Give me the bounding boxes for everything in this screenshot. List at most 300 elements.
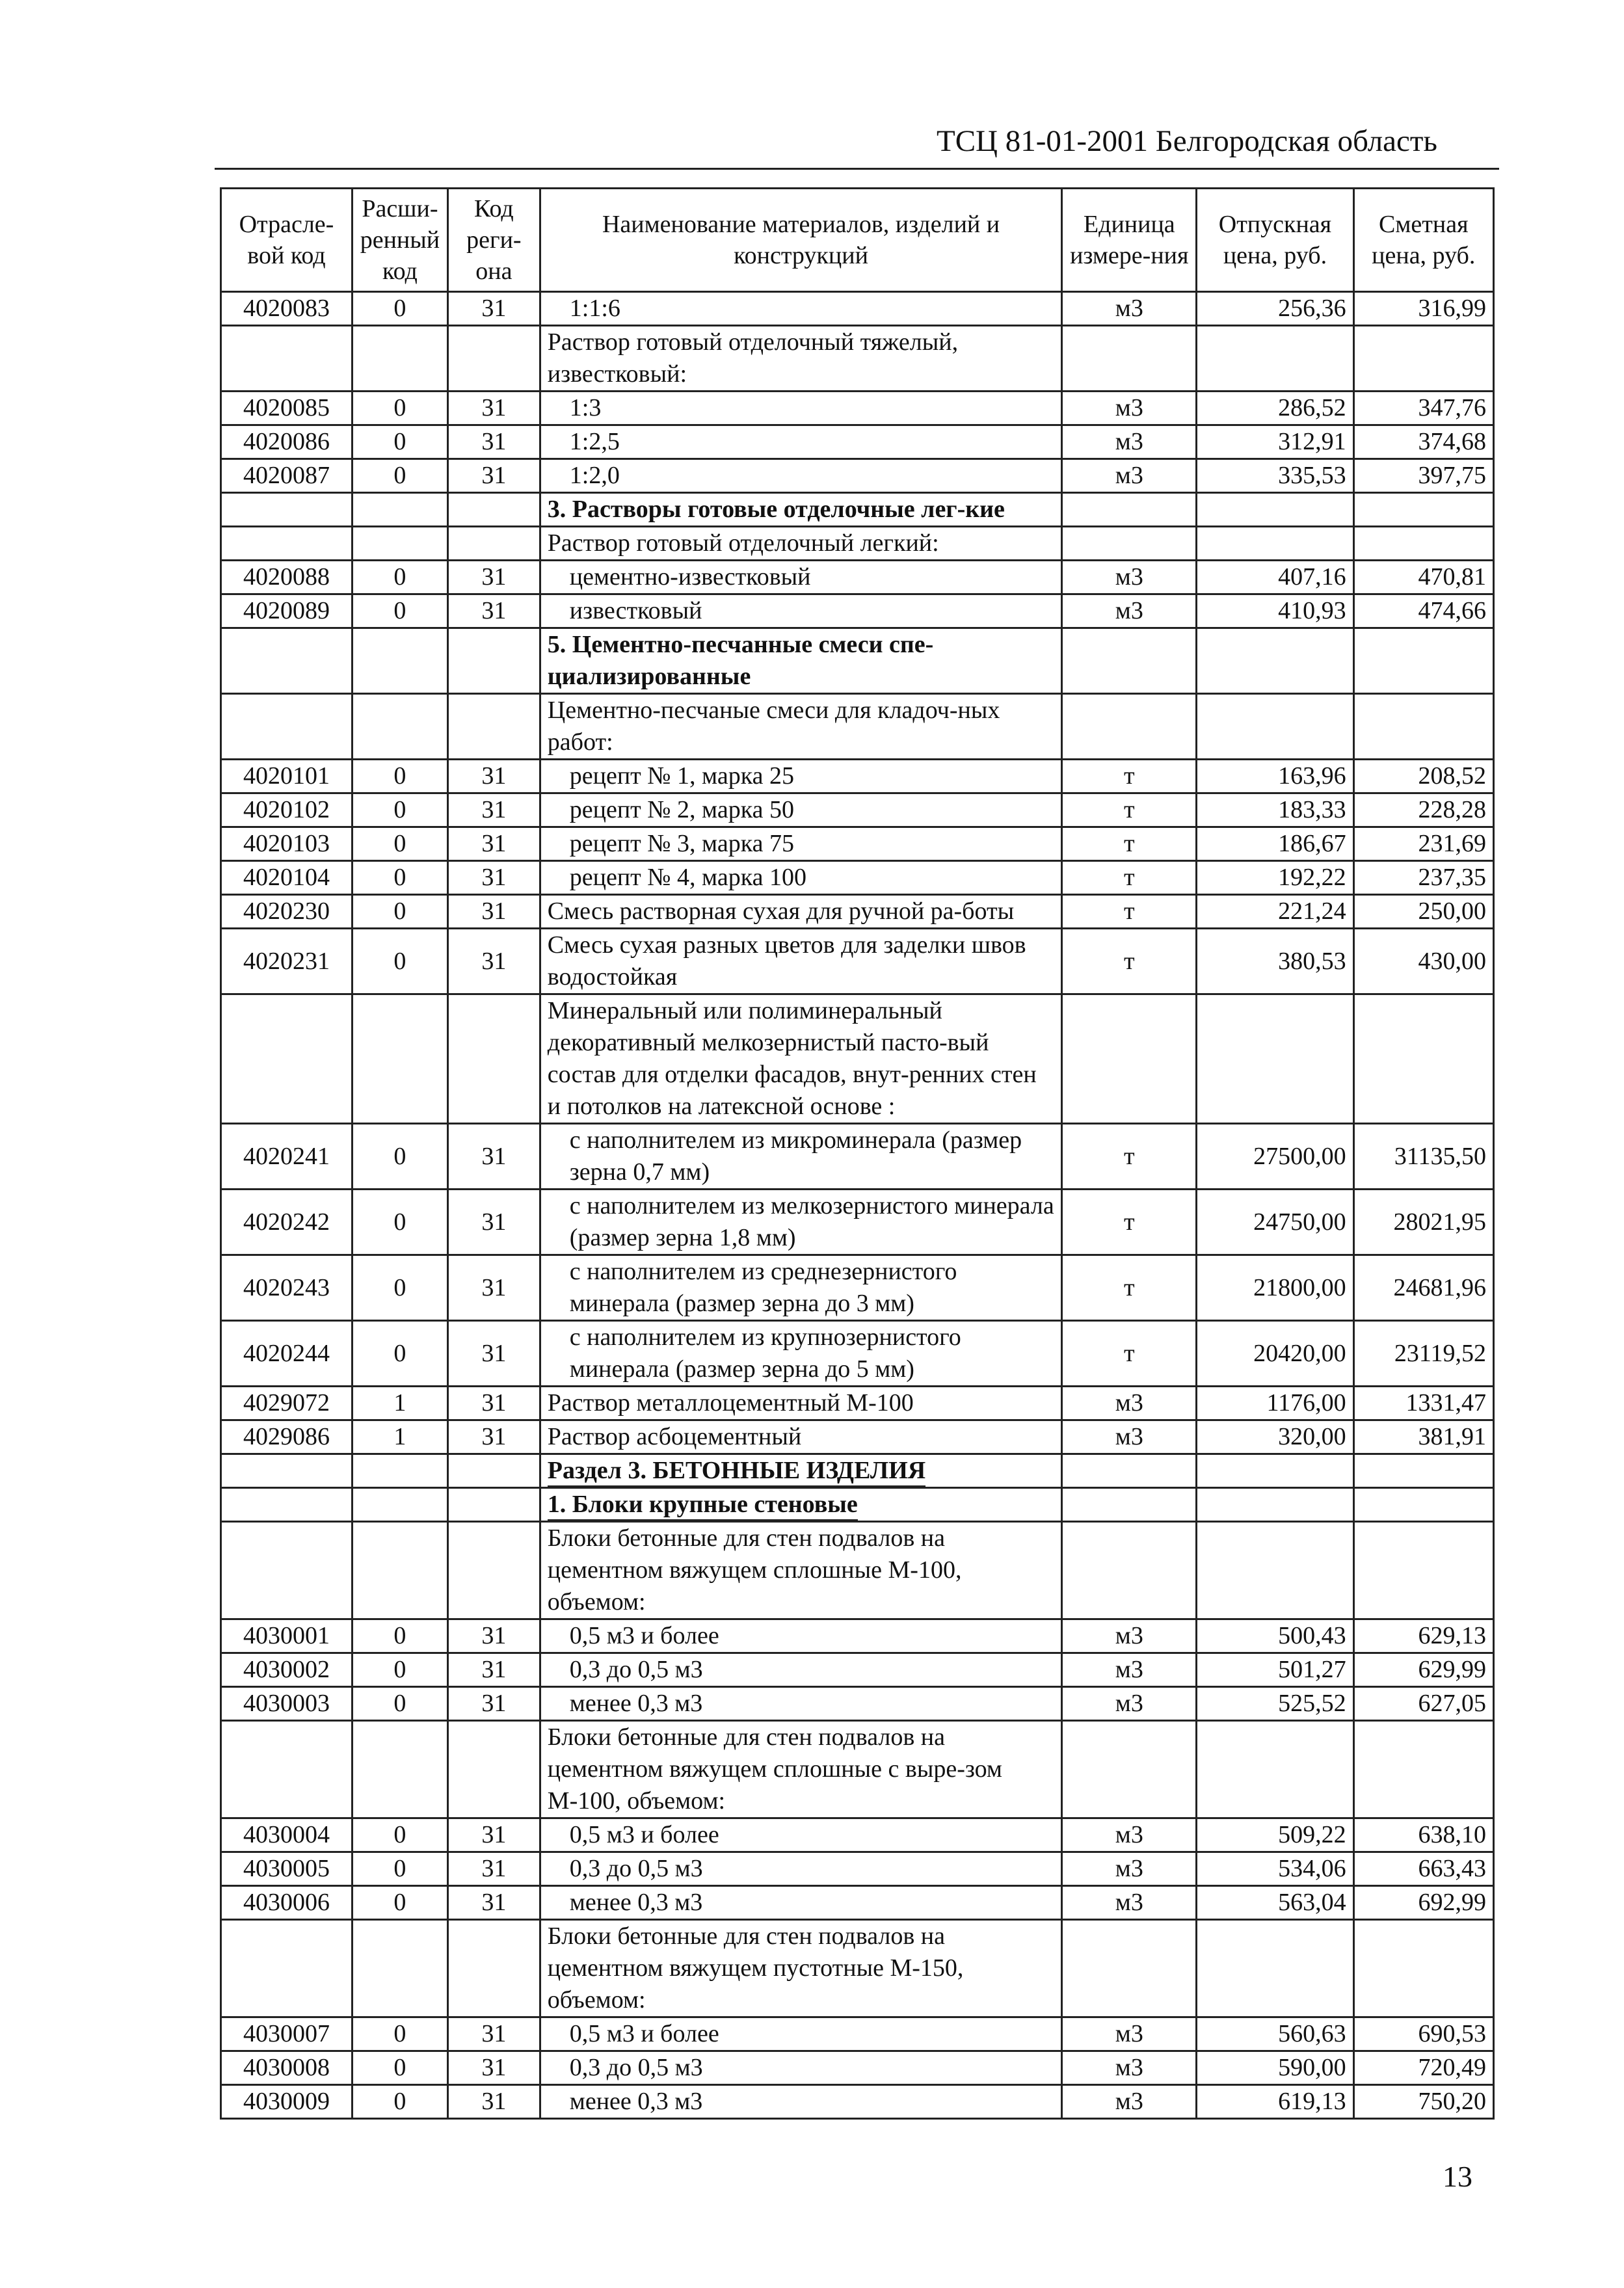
row-region-code: 31 (447, 1420, 540, 1454)
row-region-code: 31 (447, 895, 540, 929)
row-code (221, 493, 353, 527)
row-code (221, 1454, 353, 1488)
row-unit: м3 (1062, 594, 1197, 628)
table-row (221, 1420, 1494, 1454)
row-release-price (1197, 1721, 1353, 1818)
table-row (221, 2085, 1494, 2119)
row-unit: т (1062, 760, 1197, 793)
row-extended-code: 0 (352, 2017, 447, 2051)
row-estimate-price: 250,00 (1353, 895, 1493, 929)
row-estimate-price: 430,00 (1353, 929, 1493, 994)
row-code: 4020243 (221, 1255, 353, 1321)
row-release-price: 534,06 (1197, 1852, 1353, 1886)
row-name: 1:1:6 (540, 292, 1061, 326)
row-release-price: 27500,00 (1197, 1124, 1353, 1190)
row-code: 4020101 (221, 760, 353, 793)
row-name: менее 0,3 м3 (540, 1886, 1061, 1920)
row-code: 4020086 (221, 425, 353, 459)
row-code: 4030006 (221, 1886, 353, 1920)
row-region-code: 31 (447, 929, 540, 994)
row-estimate-price: 231,69 (1353, 827, 1493, 861)
row-extended-code: 0 (352, 561, 447, 594)
row-release-price: 335,53 (1197, 459, 1353, 493)
row-estimate-price (1353, 1522, 1493, 1619)
row-release-price: 163,96 (1197, 760, 1353, 793)
row-region-code: 31 (447, 1852, 540, 1886)
table-row (221, 1522, 1494, 1619)
row-unit: м3 (1062, 2051, 1197, 2085)
row-name: Раствор готовый отделочный тяжелый, известковый: (540, 326, 1061, 392)
column-header-unit: Единица измере-ния (1062, 189, 1197, 292)
row-code: 4030008 (221, 2051, 353, 2085)
row-extended-code: 0 (352, 459, 447, 493)
row-region-code (447, 994, 540, 1124)
table-row (221, 760, 1494, 793)
table-row (221, 459, 1494, 493)
table-row (221, 527, 1494, 561)
row-unit: м3 (1062, 425, 1197, 459)
row-estimate-price: 692,99 (1353, 1886, 1493, 1920)
column-header-region-code: Код реги-она (447, 189, 540, 292)
row-region-code: 31 (447, 827, 540, 861)
row-estimate-price: 470,81 (1353, 561, 1493, 594)
row-name: Минеральный или полиминеральный декоративный мелкозернистый пасто-вый состав для отделки фасадов, внут-ренних стен и потолков на латексной основе : (540, 994, 1061, 1124)
row-extended-code: 0 (352, 760, 447, 793)
table-header-row (221, 189, 1494, 292)
row-unit (1062, 694, 1197, 760)
row-estimate-price: 638,10 (1353, 1818, 1493, 1852)
table-row (221, 929, 1494, 994)
row-code: 4030004 (221, 1818, 353, 1852)
table-row (221, 1454, 1494, 1488)
row-unit: м3 (1062, 292, 1197, 326)
row-unit: м3 (1062, 1653, 1197, 1687)
table-row (221, 1920, 1494, 2017)
row-region-code: 31 (447, 1387, 540, 1420)
row-extended-code: 1 (352, 1420, 447, 1454)
row-code: 4029086 (221, 1420, 353, 1454)
row-unit: т (1062, 861, 1197, 895)
row-unit (1062, 1920, 1197, 2017)
row-region-code: 31 (447, 1255, 540, 1321)
row-release-price: 410,93 (1197, 594, 1353, 628)
row-code: 4020088 (221, 561, 353, 594)
row-name: 0,5 м3 и более (540, 1818, 1061, 1852)
row-region-code: 31 (447, 1653, 540, 1687)
row-extended-code: 0 (352, 1321, 447, 1387)
row-extended-code: 0 (352, 895, 447, 929)
row-unit: м3 (1062, 1687, 1197, 1721)
row-extended-code: 0 (352, 292, 447, 326)
row-region-code (447, 694, 540, 760)
row-region-code: 31 (447, 2051, 540, 2085)
row-unit (1062, 1522, 1197, 1619)
row-release-price (1197, 1488, 1353, 1522)
row-name: Раствор металлоцементный М-100 (540, 1387, 1061, 1420)
row-release-price (1197, 1522, 1353, 1619)
row-code: 4030007 (221, 2017, 353, 2051)
row-unit: м3 (1062, 1387, 1197, 1420)
row-unit: т (1062, 929, 1197, 994)
row-release-price: 186,67 (1197, 827, 1353, 861)
row-release-price: 380,53 (1197, 929, 1353, 994)
table-row (221, 994, 1494, 1124)
table-row (221, 392, 1494, 425)
row-region-code: 31 (447, 425, 540, 459)
row-extended-code: 0 (352, 793, 447, 827)
row-region-code: 31 (447, 1124, 540, 1190)
row-extended-code (352, 1488, 447, 1522)
row-estimate-price: 629,13 (1353, 1619, 1493, 1653)
row-name: 0,3 до 0,5 м3 (540, 1852, 1061, 1886)
row-region-code (447, 628, 540, 694)
row-name: Блоки бетонные для стен подвалов на цементном вяжущем сплошные М-100, объемом: (540, 1522, 1061, 1619)
row-code: 4020102 (221, 793, 353, 827)
row-release-price (1197, 1920, 1353, 2017)
row-estimate-price: 374,68 (1353, 425, 1493, 459)
row-region-code: 31 (447, 1886, 540, 1920)
table-row (221, 827, 1494, 861)
row-extended-code (352, 1721, 447, 1818)
row-release-price: 560,63 (1197, 2017, 1353, 2051)
row-region-code (447, 1488, 540, 1522)
row-name (540, 1454, 1061, 1488)
row-name: менее 0,3 м3 (540, 2085, 1061, 2119)
row-estimate-price: 237,35 (1353, 861, 1493, 895)
row-extended-code: 0 (352, 1886, 447, 1920)
row-extended-code: 0 (352, 929, 447, 994)
row-code: 4020230 (221, 895, 353, 929)
row-region-code (447, 1522, 540, 1619)
row-name: 1:2,5 (540, 425, 1061, 459)
row-region-code: 31 (447, 561, 540, 594)
row-unit: т (1062, 895, 1197, 929)
row-name: с наполнителем из среднезернистого минерала (размер зерна до 3 мм) (540, 1255, 1061, 1321)
row-estimate-price (1353, 527, 1493, 561)
row-region-code (447, 493, 540, 527)
row-estimate-price: 627,05 (1353, 1687, 1493, 1721)
row-release-price (1197, 527, 1353, 561)
row-unit: м3 (1062, 1420, 1197, 1454)
row-estimate-price: 720,49 (1353, 2051, 1493, 2085)
row-unit: м3 (1062, 1818, 1197, 1852)
row-unit: м3 (1062, 392, 1197, 425)
row-estimate-price: 31135,50 (1353, 1124, 1493, 1190)
row-extended-code (352, 628, 447, 694)
table-row (221, 628, 1494, 694)
row-estimate-price (1353, 1721, 1493, 1818)
row-unit (1062, 527, 1197, 561)
table-row (221, 694, 1494, 760)
row-extended-code (352, 994, 447, 1124)
row-unit: м3 (1062, 459, 1197, 493)
row-unit (1062, 1454, 1197, 1488)
row-release-price: 256,36 (1197, 292, 1353, 326)
row-name: рецепт № 1, марка 25 (540, 760, 1061, 793)
row-name: 1:2,0 (540, 459, 1061, 493)
row-release-price: 563,04 (1197, 1886, 1353, 1920)
row-estimate-price: 316,99 (1353, 292, 1493, 326)
row-code: 4030005 (221, 1852, 353, 1886)
table-row (221, 1687, 1494, 1721)
row-unit (1062, 326, 1197, 392)
row-estimate-price: 28021,95 (1353, 1190, 1493, 1255)
row-release-price: 312,91 (1197, 425, 1353, 459)
row-name: с наполнителем из микроминерала (размер зерна 0,7 мм) (540, 1124, 1061, 1190)
row-region-code: 31 (447, 1321, 540, 1387)
row-code: 4030003 (221, 1687, 353, 1721)
table-row (221, 861, 1494, 895)
table-row (221, 1124, 1494, 1190)
row-name: 0,5 м3 и более (540, 1619, 1061, 1653)
table-row (221, 292, 1494, 326)
row-region-code: 31 (447, 2085, 540, 2119)
row-unit: т (1062, 1321, 1197, 1387)
row-region-code: 31 (447, 793, 540, 827)
table-row (221, 1653, 1494, 1687)
row-region-code: 31 (447, 760, 540, 793)
table-row (221, 895, 1494, 929)
row-code (221, 1522, 353, 1619)
row-code: 4020083 (221, 292, 353, 326)
row-extended-code (352, 493, 447, 527)
row-extended-code: 0 (352, 1852, 447, 1886)
column-header-code: Отрасле-вой код (221, 189, 353, 292)
row-name: известковый (540, 594, 1061, 628)
table-row (221, 1619, 1494, 1653)
row-region-code: 31 (447, 1818, 540, 1852)
row-name: менее 0,3 м3 (540, 1687, 1061, 1721)
row-region-code: 31 (447, 292, 540, 326)
row-estimate-price: 208,52 (1353, 760, 1493, 793)
row-extended-code: 0 (352, 861, 447, 895)
row-name: Смесь растворная сухая для ручной ра-боты (540, 895, 1061, 929)
row-unit: м3 (1062, 1886, 1197, 1920)
row-release-price (1197, 493, 1353, 527)
row-extended-code (352, 1920, 447, 2017)
row-release-price: 221,24 (1197, 895, 1353, 929)
table-body (221, 292, 1494, 2119)
row-code: 4030002 (221, 1653, 353, 1687)
row-extended-code (352, 1522, 447, 1619)
row-region-code: 31 (447, 2017, 540, 2051)
row-estimate-price (1353, 1488, 1493, 1522)
row-unit: т (1062, 1255, 1197, 1321)
row-code (221, 694, 353, 760)
row-extended-code: 0 (352, 827, 447, 861)
row-unit: м3 (1062, 1619, 1197, 1653)
row-name: цементно-известковый (540, 561, 1061, 594)
row-extended-code (352, 527, 447, 561)
row-extended-code: 1 (352, 1387, 447, 1420)
row-code: 4020104 (221, 861, 353, 895)
row-unit: т (1062, 1190, 1197, 1255)
row-region-code (447, 527, 540, 561)
section-heading-text: 1. Блоки крупные стеновые (548, 1491, 858, 1521)
row-unit (1062, 994, 1197, 1124)
row-estimate-price: 474,66 (1353, 594, 1493, 628)
row-estimate-price: 397,75 (1353, 459, 1493, 493)
price-table (220, 187, 1495, 2120)
row-estimate-price: 381,91 (1353, 1420, 1493, 1454)
page-number: 13 (1443, 2160, 1472, 2193)
row-release-price: 21800,00 (1197, 1255, 1353, 1321)
row-unit: т (1062, 793, 1197, 827)
table-row (221, 493, 1494, 527)
row-name: Смесь сухая разных цветов для заделки швов водостойкая (540, 929, 1061, 994)
row-extended-code (352, 1454, 447, 1488)
row-extended-code: 0 (352, 1818, 447, 1852)
row-estimate-price (1353, 326, 1493, 392)
row-name: рецепт № 4, марка 100 (540, 861, 1061, 895)
row-unit (1062, 1721, 1197, 1818)
column-header-extended-code: Расши-ренный код (352, 189, 447, 292)
header-rule (215, 168, 1499, 170)
row-estimate-price (1353, 694, 1493, 760)
column-header-release-price: Отпускная цена, руб. (1197, 189, 1353, 292)
row-region-code: 31 (447, 459, 540, 493)
row-region-code: 31 (447, 594, 540, 628)
row-name: Раствор готовый отделочный легкий: (540, 527, 1061, 561)
row-release-price: 320,00 (1197, 1420, 1353, 1454)
row-code (221, 1721, 353, 1818)
row-unit: м3 (1062, 2017, 1197, 2051)
table-row (221, 2017, 1494, 2051)
row-release-price (1197, 994, 1353, 1124)
row-release-price: 1176,00 (1197, 1387, 1353, 1420)
row-region-code: 31 (447, 1619, 540, 1653)
row-code: 4029072 (221, 1387, 353, 1420)
section-heading-text: Раздел 3. БЕТОННЫЕ ИЗДЕЛИЯ (548, 1457, 925, 1487)
row-release-price: 501,27 (1197, 1653, 1353, 1687)
row-release-price (1197, 628, 1353, 694)
row-region-code (447, 1920, 540, 2017)
table-row (221, 1387, 1494, 1420)
row-name: рецепт № 3, марка 75 (540, 827, 1061, 861)
row-name: с наполнителем из мелкозернистого минерала (размер зерна 1,8 мм) (540, 1190, 1061, 1255)
row-code: 4020241 (221, 1124, 353, 1190)
row-extended-code: 0 (352, 1687, 447, 1721)
row-release-price: 500,43 (1197, 1619, 1353, 1653)
row-estimate-price (1353, 628, 1493, 694)
row-unit (1062, 628, 1197, 694)
row-estimate-price: 228,28 (1353, 793, 1493, 827)
row-extended-code: 0 (352, 2051, 447, 2085)
row-unit (1062, 1488, 1197, 1522)
row-release-price: 286,52 (1197, 392, 1353, 425)
row-release-price: 525,52 (1197, 1687, 1353, 1721)
row-name: Раствор асбоцементный (540, 1420, 1061, 1454)
row-release-price (1197, 326, 1353, 392)
table-row (221, 1190, 1494, 1255)
row-extended-code: 0 (352, 1255, 447, 1321)
row-name: с наполнителем из крупнозернистого минерала (размер зерна до 5 мм) (540, 1321, 1061, 1387)
row-extended-code (352, 326, 447, 392)
row-extended-code (352, 694, 447, 760)
row-estimate-price: 24681,96 (1353, 1255, 1493, 1321)
row-release-price: 509,22 (1197, 1818, 1353, 1852)
row-release-price (1197, 694, 1353, 760)
row-unit: м3 (1062, 1852, 1197, 1886)
row-name: 0,5 м3 и более (540, 2017, 1061, 2051)
row-extended-code: 0 (352, 1619, 447, 1653)
row-region-code (447, 1454, 540, 1488)
row-name: Блоки бетонные для стен подвалов на цементном вяжущем пустотные М-150, объемом: (540, 1920, 1061, 2017)
row-estimate-price: 690,53 (1353, 2017, 1493, 2051)
table-row (221, 1721, 1494, 1818)
row-region-code: 31 (447, 861, 540, 895)
table-row (221, 326, 1494, 392)
row-code (221, 628, 353, 694)
row-release-price: 183,33 (1197, 793, 1353, 827)
row-name: 5. Цементно-песчанные смеси спе-циализированные (540, 628, 1061, 694)
row-unit (1062, 493, 1197, 527)
row-code: 4030001 (221, 1619, 353, 1653)
row-estimate-price (1353, 1920, 1493, 2017)
column-header-estimate-price: Сметная цена, руб. (1353, 189, 1493, 292)
row-estimate-price (1353, 994, 1493, 1124)
row-code: 4020087 (221, 459, 353, 493)
row-name (540, 1488, 1061, 1522)
document-header-title: ТСЦ 81-01-2001 Белгородская область (937, 124, 1437, 158)
row-code: 4020231 (221, 929, 353, 994)
row-extended-code: 0 (352, 425, 447, 459)
table-row (221, 561, 1494, 594)
table-row (221, 1886, 1494, 1920)
row-code (221, 326, 353, 392)
row-region-code: 31 (447, 392, 540, 425)
row-code: 4030009 (221, 2085, 353, 2119)
row-release-price: 619,13 (1197, 2085, 1353, 2119)
row-name: 0,3 до 0,5 м3 (540, 1653, 1061, 1687)
row-name: рецепт № 2, марка 50 (540, 793, 1061, 827)
table-row (221, 1852, 1494, 1886)
row-code (221, 527, 353, 561)
table-row (221, 1488, 1494, 1522)
row-code: 4020242 (221, 1190, 353, 1255)
row-unit: м3 (1062, 561, 1197, 594)
row-estimate-price: 1331,47 (1353, 1387, 1493, 1420)
row-estimate-price: 663,43 (1353, 1852, 1493, 1886)
row-code: 4020089 (221, 594, 353, 628)
row-release-price: 20420,00 (1197, 1321, 1353, 1387)
row-estimate-price: 23119,52 (1353, 1321, 1493, 1387)
row-region-code (447, 326, 540, 392)
row-release-price: 407,16 (1197, 561, 1353, 594)
row-extended-code: 0 (352, 392, 447, 425)
table-row (221, 1818, 1494, 1852)
row-estimate-price: 347,76 (1353, 392, 1493, 425)
row-release-price: 192,22 (1197, 861, 1353, 895)
row-extended-code: 0 (352, 594, 447, 628)
row-extended-code: 0 (352, 1190, 447, 1255)
row-name: Блоки бетонные для стен подвалов на цементном вяжущем сплошные с выре-зом М-100, объемом: (540, 1721, 1061, 1818)
row-estimate-price: 750,20 (1353, 2085, 1493, 2119)
row-region-code (447, 1721, 540, 1818)
row-name: 0,3 до 0,5 м3 (540, 2051, 1061, 2085)
row-code: 4020085 (221, 392, 353, 425)
row-code (221, 994, 353, 1124)
table-row (221, 594, 1494, 628)
row-unit: т (1062, 827, 1197, 861)
row-release-price (1197, 1454, 1353, 1488)
row-release-price: 590,00 (1197, 2051, 1353, 2085)
row-extended-code: 0 (352, 1124, 447, 1190)
table-row (221, 2051, 1494, 2085)
table-row (221, 793, 1494, 827)
table-row (221, 1255, 1494, 1321)
row-region-code: 31 (447, 1687, 540, 1721)
